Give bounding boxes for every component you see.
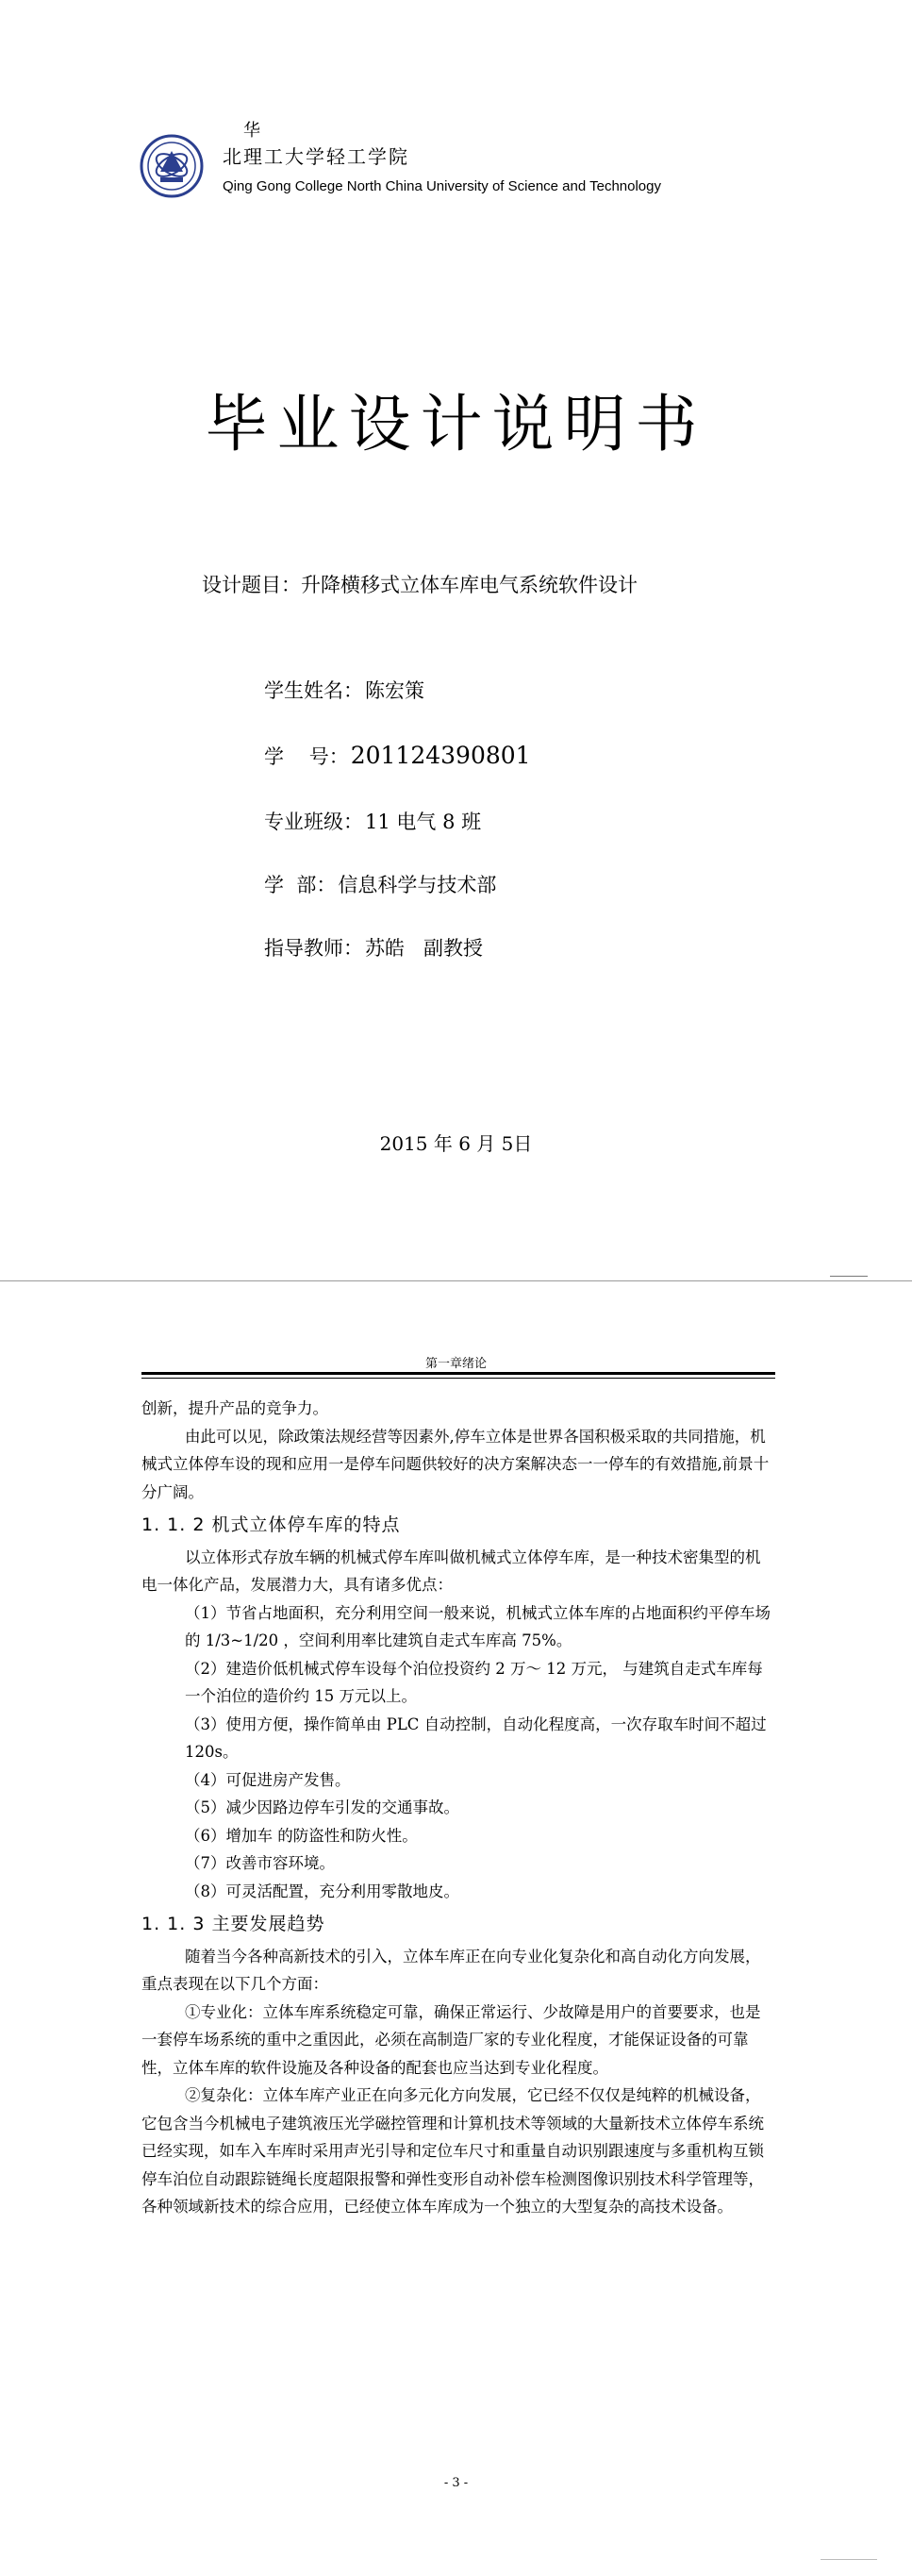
field-class: [264, 807, 481, 835]
field-student-name: [264, 676, 424, 704]
section-heading: 1. 1. 2 机式立体停车库的特点: [141, 1514, 401, 1535]
header-rule-thick: [141, 1372, 775, 1375]
university-name-top: 华: [243, 121, 261, 141]
page-separator: [0, 1280, 912, 1281]
document-title: 毕业设计说明书: [205, 388, 707, 460]
list-item: （6）增加车 的防盗性和防火性。: [185, 1826, 418, 1845]
list-item: （8）可灵活配置，充分利用零散地皮。: [185, 1882, 459, 1900]
list-item: （5）减少因路边停车引发的交通事故。: [185, 1798, 459, 1816]
design-topic: 设计题目：升降横移式立体车库电气系统软件设计: [202, 574, 638, 596]
field-value: 陈宏策: [365, 679, 424, 702]
paragraph: 创新，提升产品的竞争力。: [141, 1399, 328, 1417]
field-value: 苏皓 副教授: [365, 937, 484, 960]
field-value: 信息科学与技术部: [338, 874, 497, 896]
section-heading: 1. 1. 3 主要发展趋势: [141, 1914, 325, 1934]
field-label: 指导教师：: [264, 937, 363, 960]
paragraph: ②复杂化：立体车库产业正在向多元化方向发展，它已经不仅仅是纯粹的机械设备，它包含当今机械电子建筑液压光学磁控管理和计算机技术等领域的大量新技术立体停车系统已经实现，如车入车库时采用声光引导和定位车尺寸和重量自动识别跟速度与多重机构互锁停车泊位自动跟踪链绳长度超限报警和弹性变形自动补偿车检测图像识别技术科学管理等，各种领域新技术的综合应用，已经使立体车库成为一个独立的大型复杂的高技术设备。: [141, 2086, 764, 2216]
running-header: 第一章绪论: [424, 1357, 487, 1371]
body-text: [141, 1395, 775, 2221]
field-value: 11 电气 8 班: [365, 811, 482, 833]
field-student-id: [264, 742, 531, 770]
page-corner-mark: [821, 2559, 877, 2560]
university-name-en: Qing Gong College North China University of Science and Technology: [223, 178, 661, 194]
page-number: - 3 -: [443, 2476, 469, 2490]
list-item: （3）使用方便，操作简单由 PLC 自动控制，自动化程度高，一次存取车时间不超过 120s。: [185, 1715, 767, 1761]
list-item: （2）建造价低机械式停车设每个泊位投资约 2 万～ 12 万元， 与建筑自走式车库每一个泊位的造价约 15 万元以上。: [185, 1659, 763, 1705]
paragraph: 以立体形式存放车辆的机械式停车库叫做机械式立体停车库，是一种技术密集型的机电一体化产品，发展潜力大，具有诸多优点：: [141, 1547, 761, 1594]
field-label: 学 号：: [264, 745, 349, 768]
submission-date: 2015 年 6 月 5日: [379, 1132, 533, 1155]
field-label: 专业班级：: [264, 811, 363, 833]
paragraph: 由此可以见，除政策法规经营等因素外,停车立体是世界各国积极采取的共同措施，机械式立体停车设的现和应用一是停车问题供较好的决方案解决态一一停车的有效措施,前景十分广阔。: [141, 1427, 770, 1501]
field-department: [264, 870, 496, 898]
field-value: 201124390801: [350, 742, 531, 769]
field-label: 学生姓名：: [264, 679, 363, 702]
paragraph: ①专业化：立体车库系统稳定可靠，确保正常运行、少故障是用户的首要要求，也是一套停车场系统的重中之重因此，必须在高制造厂家的专业化程度，才能保证设备的可靠性，立体车库的软件设施及各种设备的配套也应当达到专业化程度。: [141, 2002, 761, 2077]
field-label: 学 部：: [264, 874, 337, 896]
header-rule-thin: [141, 1378, 775, 1379]
field-advisor: [264, 933, 483, 962]
university-seal-icon: [140, 134, 204, 198]
list-item: （7）改善市容环境。: [185, 1854, 335, 1872]
list-item: （1）节省占地面积，充分利用空间一般来说，机械式立体车库的占地面积约平停车场的 1/3~1/20 ，空间利用率比建筑自走式车库高 75%。: [185, 1603, 771, 1649]
page-separator-mark: [830, 1276, 868, 1277]
university-name-cn: 北理工大学轻工学院: [223, 145, 409, 168]
list-item: （4）可促进房产发售。: [185, 1770, 351, 1789]
paragraph: 随着当今各种高新技术的引入，立体车库正在向专业化复杂化和高自动化方向发展，重点表现在以下几个方面：: [141, 1947, 761, 1993]
